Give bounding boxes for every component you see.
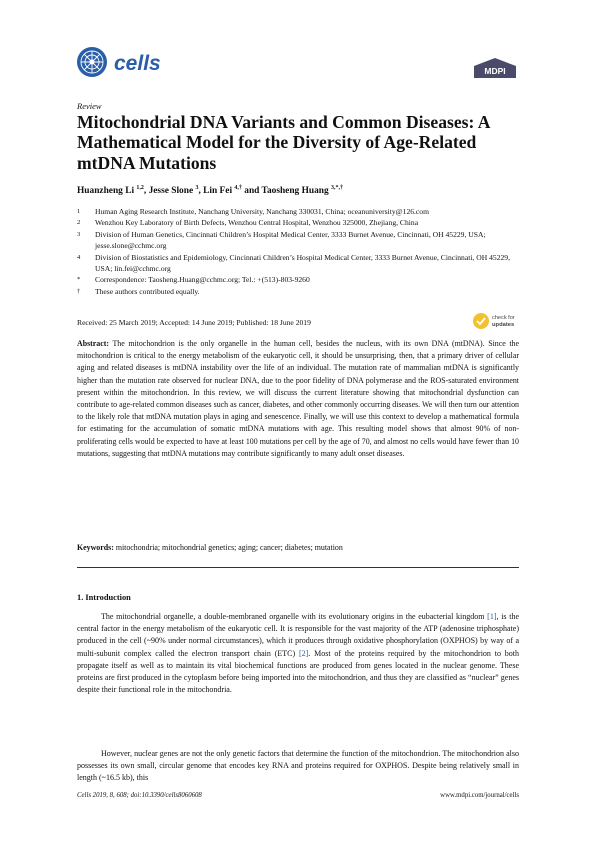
- cells-logo-icon: [76, 46, 108, 78]
- affiliation-item: 2 Wenzhou Key Laboratory of Birth Defects, Wenzhou Central Hospital, Wenzhou 325000, Zhejiang, China: [77, 218, 419, 228]
- footer-url[interactable]: www.mdpi.com/journal/cells: [440, 792, 519, 799]
- abstract-label: Abstract:: [77, 339, 109, 348]
- svg-text:MDPI: MDPI: [484, 66, 506, 76]
- article-title: Mitochondrial DNA Variants and Common Diseases: A Mathematical Model for the Diversity of Age-Related mtDNA Mutations: [77, 112, 490, 173]
- affiliation-item: 3 Division of Human Genetics, Cincinnati Children’s Hospital Medical Center, 3333 Burnet Avenue, Cincinnati, OH 45229, USA; jesse.slone@cchmc.org: [77, 229, 486, 251]
- check-for-updates-badge[interactable]: [472, 310, 520, 332]
- author-sup: 4,†: [234, 185, 242, 191]
- keywords-label: Keywords:: [77, 543, 114, 552]
- divider: [77, 567, 519, 568]
- author-name: Taosheng Huang: [261, 186, 329, 197]
- paragraph: However, nuclear genes are not the only genetic factors that determine the function of the mitochondrion. The mitochondrion also possesses its own small, circular genome that encodes key RNA and proteins required for OXPHOS. Despite being relatively small in length (~16.5 kb), this: [77, 749, 519, 783]
- abstract: [77, 338, 519, 460]
- publication-dates: Received: 25 March 2019; Accepted: 14 June 2019; Published: 18 June 2019: [77, 318, 311, 327]
- abstract-text: The mitochondrion is the only organelle in the human cell, besides the nucleus, with its own DNA (mtDNA). Since the mitochondrion is critical to the energy metabolism of the eukaryotic cell, it should be unsurprising, then, that a primary driver of cellular aging and related diseases is mtDNA instability over the life of an individual. The mutation rate of mammalian mtDNA is significantly higher than the mutation rate observed for nuclear DNA, due to the poor fidelity of DNA polymerase and the ROS-saturated environment present within the mitochondrion. In this review, we will discuss the current literature showing that mitochondrial dysfunction can contribute to age-related common diseases such as cancer, diabetes, and other commonly occurring diseases. We will then turn our attention to the likely role that mtDNA mutation plays in aging and senescence. Finally, we will use this context to develop a mathematical formula for estimating for the accumulation of somatic mtDNA mutations with age. This resulting model shows that almost 90% of non-proliferating cells would be expected to have at least 100 mutations per cell by the age of 70, and almost no cells would have fewer than 10 mutations, suggesting that mtDNA mutations may contribute significantly to many adult onset diseases.: [77, 339, 519, 458]
- section-title: 1. Introduction: [77, 593, 131, 602]
- keywords: [77, 543, 519, 552]
- journal-name[interactable]: cells: [114, 52, 161, 75]
- check-badge-line2: updates: [492, 322, 515, 328]
- affiliation-item: 4 Division of Biostatistics and Epidemiology, Cincinnati Children’s Hospital Medical Center, 3333 Burnet Avenue, Cincinnati, OH 45229, USA; lin.fei@cchmc.org: [77, 252, 510, 274]
- author-sup: 1,2: [136, 185, 144, 191]
- footer-citation: Cells 2019, 8, 608; doi:10.3390/cells8060608: [77, 792, 202, 799]
- paragraph: The mitochondrial organelle, a double-membraned organelle with its evolutionary origins in the eubacterial kingdom [1], is the central factor in the energy metabolism of the eukaryotic cell. It is responsible for the vast majority of the ATP (adenosine triphosphate) produced in the cell (~90% under normal circumstances), which it produces through oxidative phosphorylation (OXPHOS) by way of a multi-subunit complex called the electron transport chain (ETC) [2]. Most of the proteins required by the mitochondrion to both propagate itself as well as to maintain its vital biochemical functions are produced from genes located in the nuclear genome. These proteins are first produced in the cytoplasm before being imported into the mitochondrion, and thus they are classified as “nuclear” genes despite their functional role in the mitochondria.: [77, 612, 520, 695]
- citation-link[interactable]: [1]: [487, 612, 497, 621]
- author-sup: 3,*,†: [331, 185, 344, 191]
- mdpi-logo-icon[interactable]: [474, 58, 516, 78]
- author-name: Jesse Slone: [148, 186, 194, 197]
- article-type: Review: [77, 101, 102, 111]
- author-list: Huanzheng Li $^{1,2}$, Jesse Slone $^3$, Lin Fei $^{4,\dagger}$ and Taosheng Huang $^{3,*,\dagger}$: [77, 185, 344, 197]
- check-badge-line1: check for: [492, 315, 515, 321]
- citation-link[interactable]: [2]: [298, 648, 309, 658]
- keywords-text: mitochondria; mitochondrial genetics; aging; cancer; diabetes; mutation: [115, 543, 343, 552]
- author-name: Lin Fei: [203, 186, 233, 197]
- affiliation-item: 1 Human Aging Research Institute, Nanchang University, Nanchang 330031, China; oceanuniversity@126.com: [77, 207, 430, 216]
- affiliation-item: † These authors contributed equally.: [77, 286, 200, 296]
- affiliation-list: [77, 206, 517, 297]
- author-sup: 3: [195, 185, 199, 191]
- author-name: Huanzheng Li: [77, 186, 135, 197]
- affiliation-item: * Correspondence: Taosheng.Huang@cchmc.org; Tel.: +(513)-803-9260: [77, 275, 310, 285]
